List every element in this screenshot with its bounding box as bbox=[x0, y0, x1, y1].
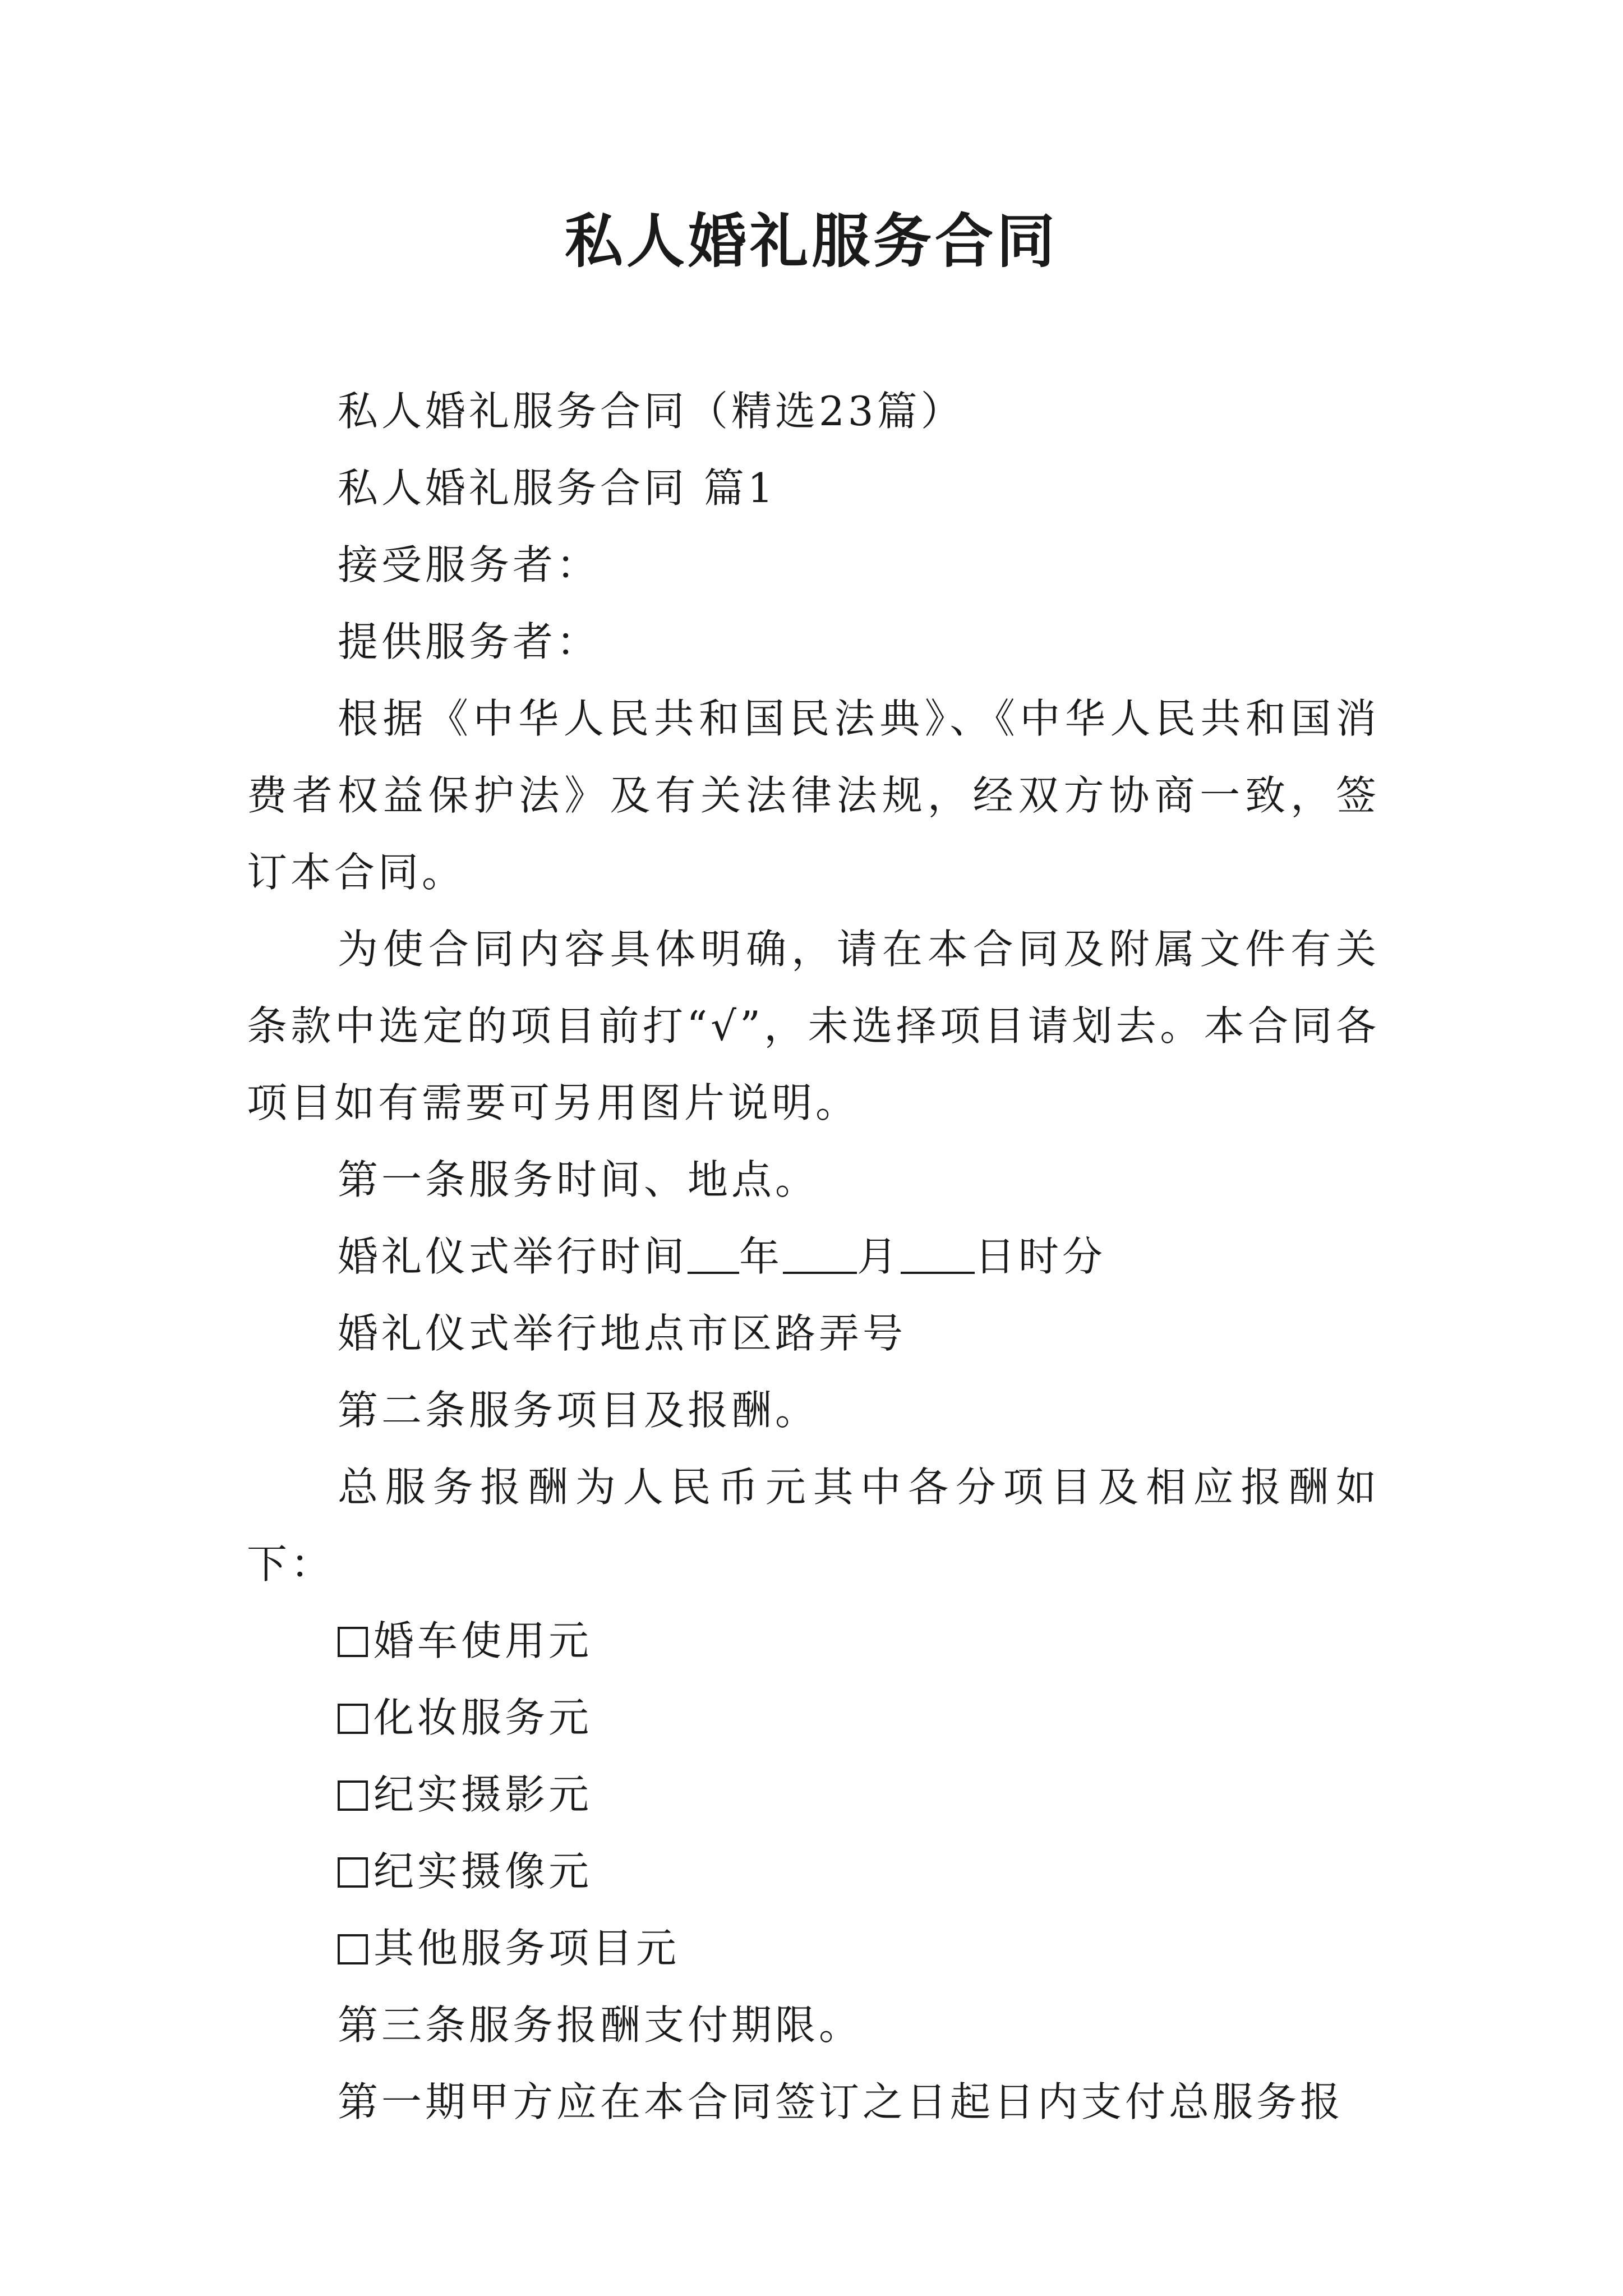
day-blank bbox=[901, 1238, 975, 1274]
service-item-makeup bbox=[247, 1680, 1380, 1756]
service-item-other bbox=[247, 1910, 1380, 1987]
service-item-photography bbox=[247, 1756, 1380, 1833]
year-blank bbox=[688, 1238, 739, 1274]
checkbox-icon[interactable] bbox=[338, 1857, 368, 1888]
service-item-label: 婚车使用元 bbox=[374, 1617, 593, 1664]
year-label: 年 bbox=[739, 1233, 783, 1280]
total-fee-line: 总服务报酬为人民币元其中各分项目及相应报酬如下： bbox=[247, 1464, 1380, 1588]
day-time-label: 日时分 bbox=[975, 1233, 1106, 1280]
document-subtitle: 私人婚礼服务合同（精选23篇） bbox=[338, 388, 965, 435]
ceremony-time-line bbox=[247, 1218, 1380, 1295]
service-item-label: 纪实摄影元 bbox=[374, 1771, 593, 1818]
article-2-heading: 第二条服务项目及报酬。 bbox=[338, 1387, 819, 1434]
month-label: 月 bbox=[857, 1233, 901, 1280]
party-receiver: 接受服务者： bbox=[338, 541, 601, 588]
ceremony-time-prefix: 婚礼仪式举行时间 bbox=[338, 1233, 688, 1280]
service-item-label: 纪实摄像元 bbox=[374, 1848, 593, 1895]
service-item-videography bbox=[247, 1833, 1380, 1910]
checkbox-icon[interactable] bbox=[338, 1934, 368, 1964]
payment-line: 第一期甲方应在本合同签订之日起日内支付总服务报 bbox=[338, 2078, 1344, 2125]
checkbox-icon[interactable] bbox=[338, 1704, 368, 1734]
ceremony-place-line: 婚礼仪式举行地点市区路弄号 bbox=[338, 1310, 907, 1357]
article-1-heading: 第一条服务时间、地点。 bbox=[338, 1156, 819, 1203]
party-provider: 提供服务者： bbox=[338, 618, 601, 665]
intro-paragraph: 根据《中华人民共和国民法典》、《中华人民共和国消费者权益保护法》及有关法律法规，经双方协商一致，签订本合同。 bbox=[247, 695, 1380, 896]
service-item-wedding-car bbox=[247, 1603, 1380, 1680]
service-item-label: 其他服务项目元 bbox=[374, 1925, 680, 1972]
article-3-heading: 第三条服务报酬支付期限。 bbox=[338, 2001, 863, 2049]
document-body bbox=[247, 373, 1380, 2141]
service-item-label: 化妆服务元 bbox=[374, 1694, 593, 1741]
instruction-paragraph: 为使合同内容具体明确，请在本合同及附属文件有关条款中选定的项目前打“√”，未选择项目请划去。本合同各项目如有需要可另用图片说明。 bbox=[247, 926, 1380, 1126]
checkbox-icon[interactable] bbox=[338, 1780, 368, 1811]
checkbox-icon[interactable] bbox=[338, 1627, 368, 1657]
document-title: 私人婚礼服务合同 bbox=[564, 206, 1058, 275]
month-blank bbox=[783, 1238, 857, 1274]
section-heading: 私人婚礼服务合同 篇1 bbox=[338, 464, 777, 512]
